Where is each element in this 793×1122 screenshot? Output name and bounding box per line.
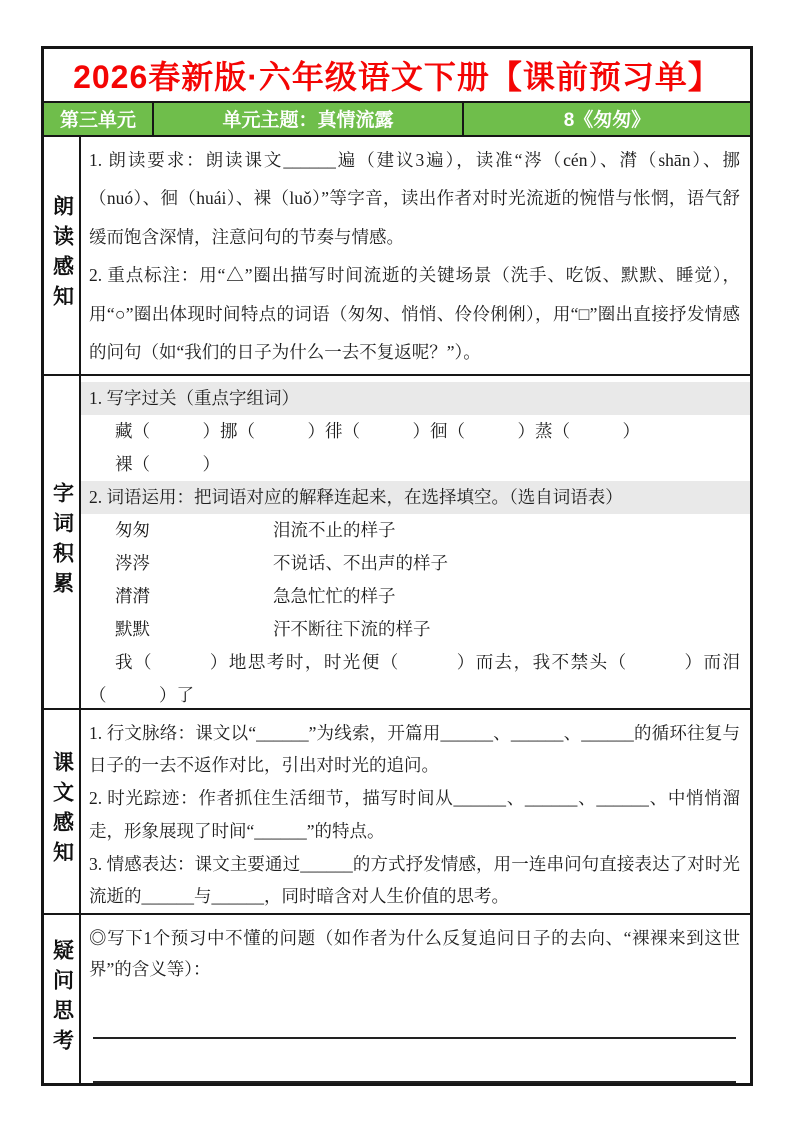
text-item-1: 1. 行文脉络：课文以“______”为线索，开篇用______、______、______的循环往复与日子的一去不返作对比，引出对时光的追问。 [89,722,740,776]
lesson-title: 8《匆匆》 [563,110,651,132]
section-label-text [44,710,81,913]
section-label-text-text: 课文感知 [50,751,74,872]
text-item-2: 2. 时光踪迹：作者抓住生活细节，描写时间从______、______、______、中悄悄溜走，形象展现了时间“______”的特点。 [89,788,740,841]
section-question-thinking [44,915,750,1083]
reading-item-3 [89,372,740,374]
section-label-words [44,376,81,708]
section-label-reading-text: 朗读感知 [50,195,74,316]
words-fill-sentence: 我（ ）地思考时，时光便（ ）而去，我不禁头（ ）而泪（ ）了 [89,651,740,705]
page-title: 2026春新版·六年级语文下册【课前预习单】 [44,49,750,103]
words-task2-title: 2. 词语运用：把词语对应的解释连起来，在选择填空。（选自词语表） [81,481,750,514]
match-definition-2: 不说话、不出声的样子 [273,552,448,573]
match-word-3: 潸潸 [115,585,150,606]
section-reading-perception [44,137,750,376]
section-label-words-text: 字词积累 [50,481,74,602]
section-word-accumulation [44,376,750,710]
words-char-line-1: 藏（ ）挪（ ）徘（ ）徊（ ）蒸（ ） [115,420,640,441]
section-label-question [44,915,81,1083]
match-word-4: 默默 [115,618,150,639]
text-item-3: 3. 情感表达：课文主要通过______的方式抒发情感，用一连串问句直接表达了对时光流逝的______与______，同时暗含对人生价值的思考。 [89,853,740,907]
words-char-line-2: 裸（ ） [115,453,220,474]
match-word-1: 匆匆 [115,519,150,540]
match-definition-1: 泪流不止的样子 [273,519,396,540]
section-label-reading [44,137,81,374]
answer-blank-line-2 [93,1039,736,1083]
section-label-question-text: 疑问思考 [50,939,74,1059]
section-reading-content [81,137,750,374]
reading-item-2: 2. 重点标注：用“△”圈出描写时间流逝的关键场景（洗手、吃饭、默默、睡觉），用“○”圈出体现时间特点的词语（匆匆、悄悄、伶伶俐俐），用“□”圈出直接抒发情感的问句（如“我们的日子为什么一去不复返呢？”）。 [89,265,740,363]
section-text-content [81,710,750,913]
unit-header-bar [44,103,750,137]
unit-theme: 单元主题：真情流露 [154,103,464,135]
reading-item-1: 1. 朗读要求：朗读课文______遍（建议3遍），读准“涔（cén）、潸（shān）、挪（nuó）、徊（huái）、裸（luǒ）”等字音，读出作者对时光流逝的惋惜与怅惘，语气舒缓而饱含深情，注意问句的节奏与情感。 [89,149,740,247]
match-definition-3: 急急忙忙的样子 [273,585,396,606]
question-prompt: ◎写下1个预习中不懂的问题（如作者为什么反复追问日子的去向、“裸裸来到这世界”的含义等）： [89,928,740,979]
match-pair-1 [89,514,740,547]
worksheet-sheet [41,46,753,1086]
section-question-content [81,915,750,1083]
answer-blank-line-1 [93,995,736,1039]
match-definition-4: 汗不断往下流的样子 [273,618,431,639]
match-pair-4 [89,613,740,646]
match-pair-3 [89,580,740,613]
unit-number: 第三单元 [44,103,154,135]
match-word-2: 涔涔 [115,552,150,573]
section-words-content [81,376,750,708]
section-text-perception [44,710,750,915]
match-pair-2 [89,547,740,580]
words-task1-title: 1. 写字过关（重点字组词） [81,382,750,415]
